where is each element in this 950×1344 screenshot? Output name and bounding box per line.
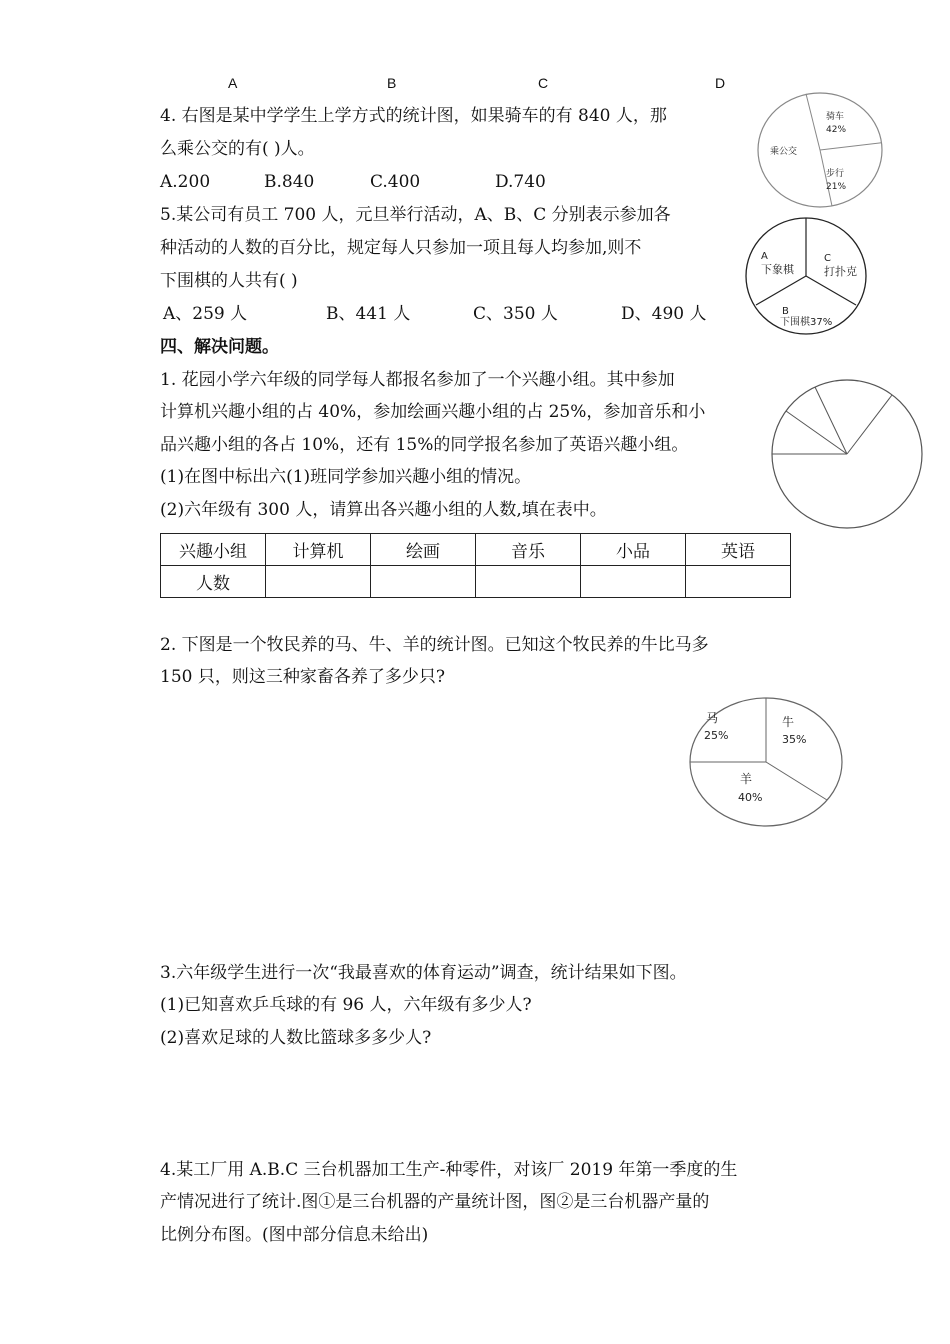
q5-a-label: 下象棋 (761, 263, 794, 276)
p4-line1: 4.某工厂用 A.B.C 三台机器加工生产-种零件，对该厂 2019 年第一季度的生 (160, 1160, 738, 1180)
table-header-cell: 计算机 (266, 534, 371, 566)
q5-option-c: C、350 人 (473, 304, 558, 324)
p3-line1: 3.六年级学生进行一次“我最喜欢的体育运动”调查，统计结果如下图。 (160, 963, 687, 983)
p2-horse-label: 马 (706, 711, 719, 725)
p2-livestock-pie-chart (688, 696, 844, 828)
q5-pie-divider (756, 276, 806, 305)
q4-line1: 4. 右图是某中学学生上学方式的统计图，如果骑车的有 840 人，那 (160, 106, 667, 126)
q5-b-letter: B (782, 306, 789, 317)
top-option-c: C (538, 75, 549, 91)
q4-pie-chart (756, 91, 884, 209)
q5-option-a: A、259 人 (163, 304, 248, 324)
table-answer-cell[interactable] (686, 566, 791, 598)
section-heading: 四、解决问题。 (160, 337, 279, 357)
q5-line3: 下围棋的人共有( ) (160, 271, 298, 291)
p2-sheep-label: 羊 (740, 772, 753, 786)
p2-line2: 150 只，则这三种家畜各养了多少只? (160, 667, 445, 687)
q4-bike-label: 骑车 (826, 112, 845, 122)
q5-pie-divider (806, 276, 856, 305)
q4-bike-pct: 42% (826, 125, 847, 135)
table-row (161, 566, 791, 598)
p1-line3: 品兴趣小组的各占 10%，还有 15%的同学报名参加了英语兴趣小组。 (160, 435, 689, 455)
table-header-cell: 兴趣小组 (161, 534, 266, 566)
p2-pie-divider (766, 762, 827, 800)
q5-c-letter: C (824, 253, 831, 264)
p2-cow-pct: 35% (782, 733, 807, 746)
p3-sub2: (2)喜欢足球的人数比篮球多多少人? (160, 1028, 432, 1048)
p1-line1: 1. 花园小学六年级的同学每人都报名参加了一个兴趣小组。其中参加 (160, 370, 675, 390)
p1-line2: 计算机兴趣小组的占 40%，参加绘画兴趣小组的占 25%，参加音乐和小 (160, 402, 706, 422)
table-header-cell: 英语 (686, 534, 791, 566)
p2-horse-pct: 25% (704, 729, 729, 742)
q5-a-letter: A (761, 251, 768, 262)
q5-b-label: 下围棋37% (780, 317, 833, 328)
interest-group-table (160, 533, 791, 598)
table-header-cell: 绘画 (371, 534, 476, 566)
q4-option-a: A.200 (160, 172, 211, 192)
top-option-d: D (715, 75, 726, 91)
p3-sub1: (1)已知喜欢乒乓球的有 96 人，六年级有多少人? (160, 995, 532, 1015)
q4-bus-label: 乘公交 (770, 147, 798, 157)
q4-line2: 么乘公交的有( )人。 (160, 139, 315, 159)
q4-option-b: B.840 (264, 172, 315, 192)
p4-line3: 比例分布图。(图中部分信息未给出) (160, 1225, 429, 1245)
q4-pie-divider (820, 143, 882, 150)
table-answer-cell[interactable] (266, 566, 371, 598)
p2-cow-label: 牛 (782, 715, 795, 729)
q4-option-c: C.400 (370, 172, 421, 192)
q4-pie-divider (806, 94, 820, 150)
p2-line1: 2. 下图是一个牧民养的马、牛、羊的统计图。已知这个牧民养的牛比马多 (160, 635, 709, 655)
table-row-label: 人数 (161, 566, 266, 598)
table-answer-cell[interactable] (476, 566, 581, 598)
q5-c-label: 打扑克 (824, 265, 857, 278)
q4-option-d: D.740 (495, 172, 546, 192)
p1-sub1: (1)在图中标出六(1)班同学参加兴趣小组的情况。 (160, 467, 532, 487)
q5-option-d: D、490 人 (621, 304, 707, 324)
table-row (161, 534, 791, 566)
q5-pie-chart (744, 216, 868, 336)
q4-walk-label: 步行 (826, 169, 845, 179)
p2-sheep-pct: 40% (738, 791, 763, 804)
q5-line2: 种活动的人数的百分比，规定每人只参加一项且每人均参加,则不 (160, 238, 642, 258)
p1-sub2: (2)六年级有 300 人，请算出各兴趣小组的人数,填在表中。 (160, 500, 607, 520)
top-option-a: A (228, 75, 238, 91)
top-option-b: B (387, 75, 397, 91)
table-answer-cell[interactable] (581, 566, 686, 598)
p4-line2: 产情况进行了统计.图①是三台机器的产量统计图，图②是三台机器产量的 (160, 1192, 710, 1212)
table-header-cell: 音乐 (476, 534, 581, 566)
p1-blank-pie-chart (770, 378, 924, 530)
q5-option-b: B、441 人 (326, 304, 411, 324)
q4-walk-pct: 21% (826, 182, 847, 192)
p1-pie-divider (786, 411, 847, 454)
table-header-cell: 小品 (581, 534, 686, 566)
p1-pie-divider (847, 395, 892, 454)
table-answer-cell[interactable] (371, 566, 476, 598)
q5-line1: 5.某公司有员工 700 人，元旦举行活动，A、B、C 分别表示参加各 (160, 205, 671, 225)
p1-pie-divider (815, 387, 847, 454)
